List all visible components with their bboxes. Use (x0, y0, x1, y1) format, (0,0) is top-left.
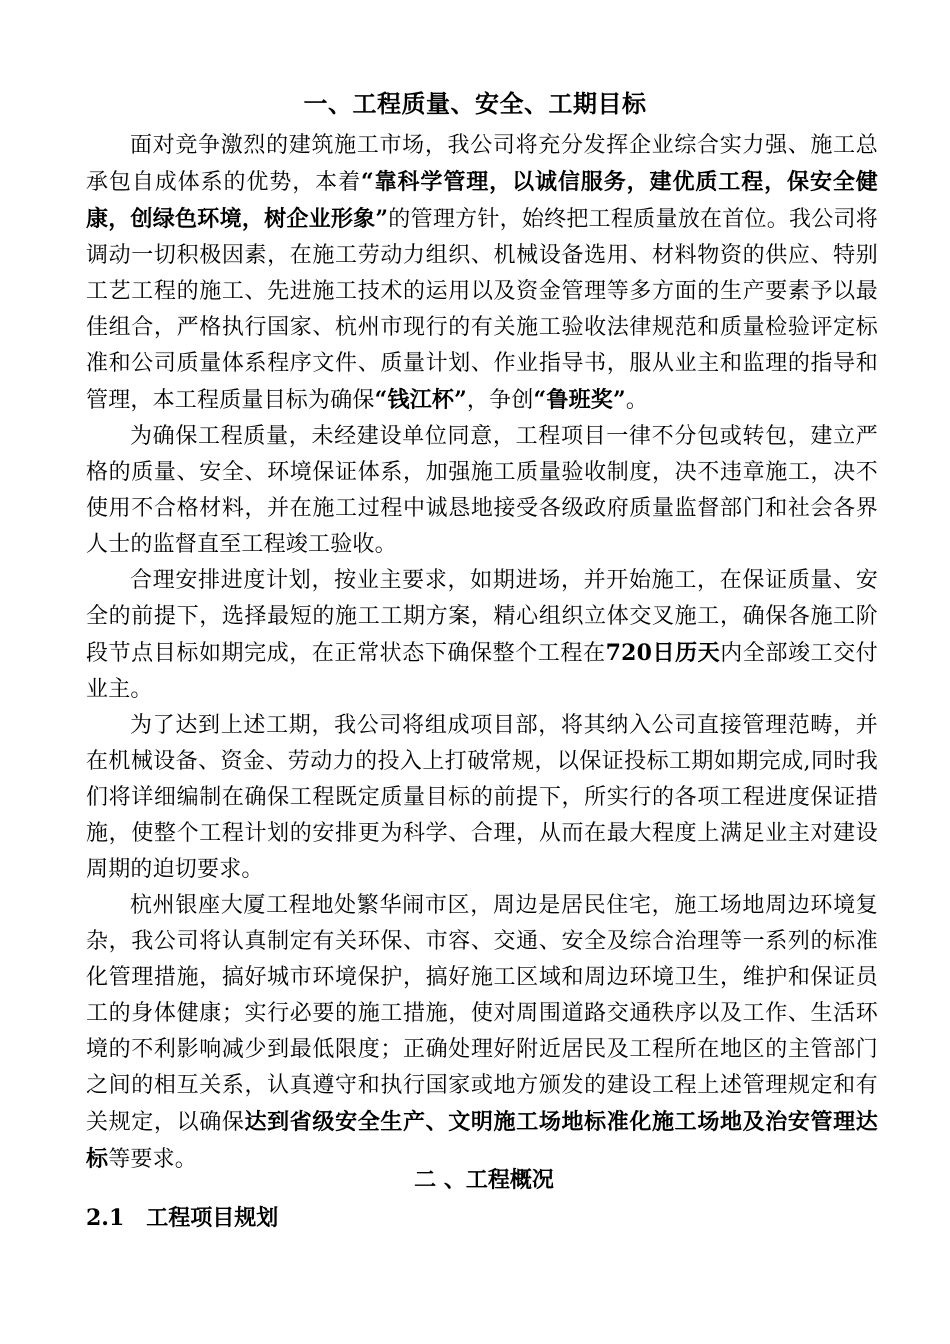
safety-standard-emphasis: 达到省级安全生产、文明施工场地标准化施工场地及治安管理达标 (86, 1109, 879, 1172)
paragraph-quality-goals (86, 128, 878, 419)
paragraph-text: 。 (625, 388, 649, 413)
section-1-body (86, 128, 878, 1178)
paragraph-text: 合理安排进度计划，按业主要求，如期进场，并开始施工，在保证质量、安全的前提下，选择最短的施工工期方案，精心组织立体交叉施工，确保各施工阶段节点目标如期完成，在正常状态下确保整个工程在 (86, 568, 878, 666)
subsection-number: 2.1 (86, 1205, 125, 1231)
section-1-heading: 一、工程质量、安全、工期目标 (303, 89, 647, 118)
management-policy-emphasis: “靠科学管理，以诚信服务，建优质工程，保安全健康，创绿色环境，树企业形象” (86, 169, 878, 232)
paragraph-site-environment (86, 888, 878, 1178)
duration-emphasis: 720日历天 (605, 640, 721, 666)
paragraph-text: 内全部竣工交付业主。 (86, 641, 879, 702)
section-2-heading: 二 、工程概况 (414, 1167, 554, 1193)
paragraph-text: 面对竞争激烈的建筑施工市场，我公司将充分发挥企业综合实力强、施工总承包自成体系的优势，本着 (86, 133, 878, 195)
paragraph-project-department: 为了达到上述工期，我公司将组成项目部，将其纳入公司直接管理范畴，并在机械设备、资金、劳动力的投入上打破常规，以保证投标工期如期完成,同时我们将详细编制在确保工程既定质量目标的前提下，所实行的各项工程进度保证措施，使整个工程计划的安排更为科学、合理，从而在最大程度上满足业主对建设周期的迫切要求。 (86, 713, 878, 882)
luban-award-emphasis: “鲁班奖” (533, 387, 626, 413)
subsection-label: 工程项目规划 (146, 1205, 279, 1231)
paragraph-quality-assurance: 为确保工程质量，未经建设单位同意，工程项目一律不分包或转包，建立严格的质量、安全、环境保证体系，加强施工质量验收制度，决不违章施工，决不使用不合格材料，并在施工过程中诚恳地接受各级政府质量监督部门和社会各界人士的监督直至工程竣工验收。 (86, 424, 878, 557)
paragraph-text: 的管理方针，始终把工程质量放在首位。我公司将调动一切积极因素，在施工劳动力组织、机械设备选用、材料物资的供应、特别工艺工程的施工、先进施工技术的运用以及资金管理等多方面的生产要素予以最佳组合，严格执行国家、杭州市现行的有关施工验收法律规范和质量检验评定标准和公司质量体系程序文件、质量计划、作业指导书，服从业主和监理的指导和管理，本工程质量目标为确保 (86, 207, 878, 413)
paragraph-schedule (86, 563, 878, 708)
paragraph-text: 等要求。 (108, 1147, 198, 1172)
qianjiang-cup-emphasis: “钱江杯” (374, 387, 467, 413)
paragraph-text: ，争创 (466, 388, 534, 413)
subsection-2-1-heading (86, 1200, 278, 1236)
paragraph-text: 杭州银座大厦工程地处繁华闹市区，周边是居民住宅，施工场地周边环境复杂，我公司将认真制定有关环保、市容、交通、安全及综合治理等一系列的标准化管理措施，搞好城市环境保护，搞好施工区域和周边环境卫生，维护和保证员工的身体健康；实行必要的施工措施，使对周围道路交通秩序以及工作、生活环境的不利影响减少到最低限度；正确处理好附近居民及工程所在地区的主管部门之间的相互关系，认真遵守和执行国家或地方颁发的建设工程上述管理规定和有关规定，以确保 (86, 893, 878, 1135)
